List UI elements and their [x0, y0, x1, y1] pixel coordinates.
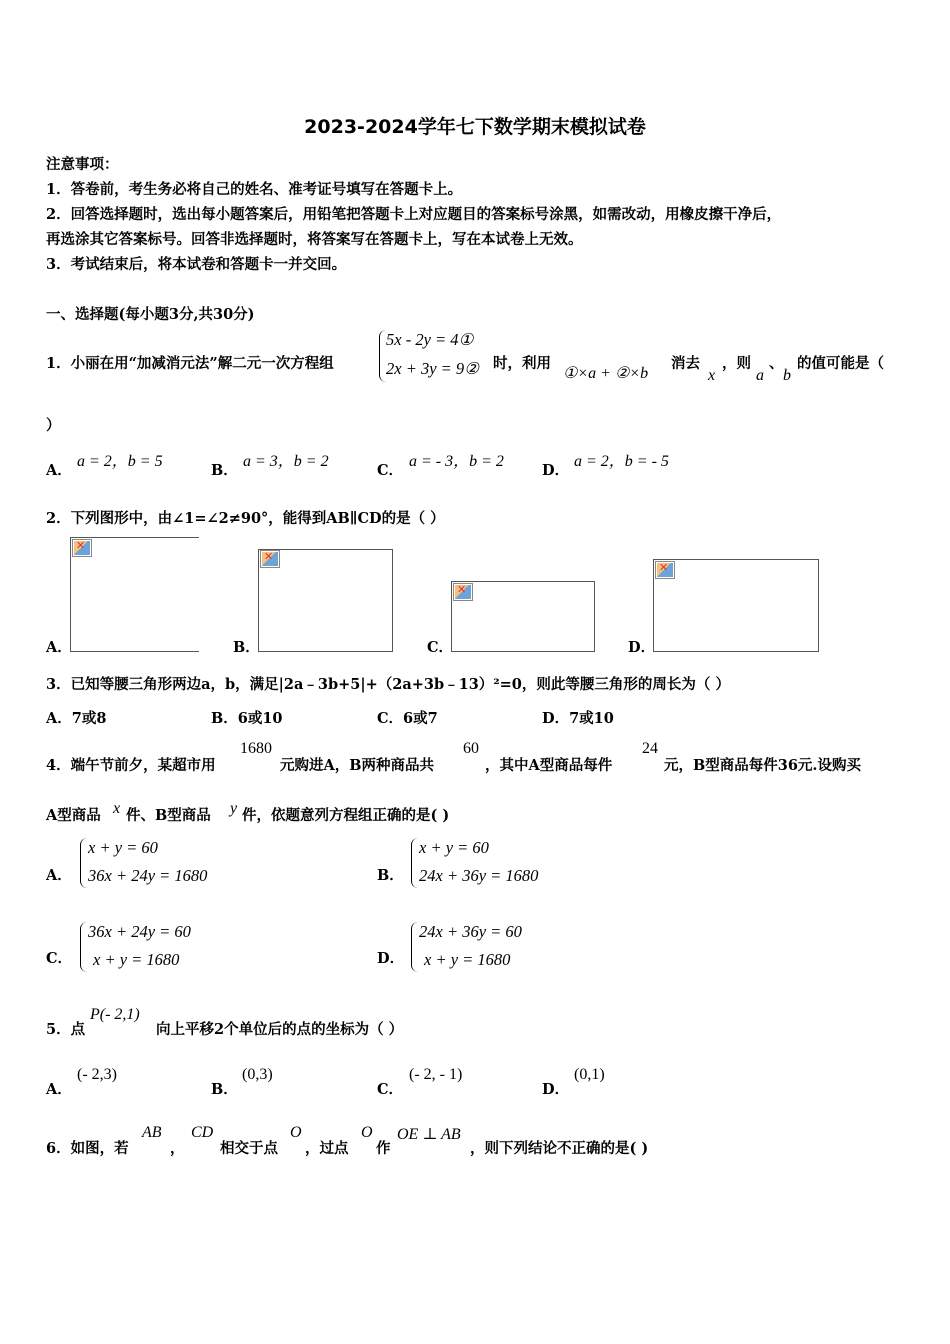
q4-option-c-eq1: 36x + 24y = 60: [88, 922, 191, 941]
broken-image-icon: ✕: [655, 561, 675, 579]
q6-part-2: 相交于点: [220, 1140, 278, 1157]
q1-close: ）: [46, 417, 61, 434]
q2-figure-d: [653, 559, 819, 652]
q1-eq1: 5x - 2y = 4①: [386, 330, 474, 349]
q1-option-d-text: a = 2，b = - 5: [574, 453, 669, 470]
q5-prefix: 5．点: [46, 1021, 86, 1038]
q4-num-24: 24: [642, 740, 658, 757]
q4-option-a-label[interactable]: A．: [46, 867, 72, 884]
notice-item-3: 3．考试结束后，将本试卷和答题卡一并交回。: [46, 256, 347, 273]
q1-option-d-label[interactable]: D．: [542, 462, 570, 479]
q1-option-a-label[interactable]: A．: [46, 462, 72, 479]
q4-line2-c: 件，依题意列方程组正确的是( ): [242, 807, 450, 824]
q1-var-x: x: [708, 367, 716, 384]
q5-option-c-text: (- 2, - 1): [409, 1066, 463, 1083]
q6-ab: AB: [142, 1124, 162, 1141]
q4-line2-b: 件、B型商品: [126, 807, 211, 824]
q6-point-o-1: O: [290, 1124, 302, 1141]
q1-var-a: a: [756, 367, 764, 384]
q1-expr: ①×a + ②×b: [563, 365, 649, 382]
q4-part-4: 元，B型商品每件36元.设购买: [664, 757, 861, 774]
q1-option-c-label[interactable]: C．: [377, 462, 404, 479]
q6-point-o-2: O: [361, 1124, 373, 1141]
q4-option-b-eq2: 24x + 36y = 1680: [419, 866, 539, 885]
q4-option-c-brace: [80, 922, 87, 972]
q1-suffix: 的值可能是（: [797, 355, 884, 372]
q6-part-5: ，则下列结论不正确的是( ): [470, 1140, 649, 1157]
q4-option-b-eq1: x + y = 60: [419, 838, 489, 857]
q4-option-c-eq2: x + y = 1680: [93, 950, 180, 969]
q4-part-1: 4．端午节前夕，某超市用: [46, 757, 216, 774]
q4-option-a-eq1: x + y = 60: [88, 838, 158, 857]
q1-sep: 、: [769, 355, 784, 372]
q1-option-c-text: a = - 3，b = 2: [409, 453, 504, 470]
q1-system-brace: [379, 330, 386, 382]
q5-option-c-label[interactable]: C．: [377, 1081, 404, 1098]
q3-option-d[interactable]: D．7或10: [542, 710, 614, 727]
q6-cd: CD: [191, 1124, 214, 1141]
q6-comma: ，: [170, 1140, 185, 1157]
q4-option-d-brace: [411, 922, 418, 972]
q6-part-3: ，过点: [305, 1140, 349, 1157]
q1-eq2: 2x + 3y = 9②: [386, 359, 479, 378]
q1-then: ，则: [722, 355, 751, 372]
notice-item-2: 2．回答选择题时，选出每小题答案后，用铅笔把答题卡上对应题目的答案标号涂黑，如需改动，用橡皮擦干净后，: [46, 206, 782, 223]
notice-heading: 注意事项：: [46, 156, 119, 173]
q2-option-a[interactable]: A．: [46, 639, 72, 656]
section-heading: 一、选择题(每小题3分,共30分): [46, 306, 255, 323]
q4-option-c-label[interactable]: C．: [46, 950, 73, 967]
q4-option-b-label[interactable]: B．: [377, 867, 404, 884]
q4-var-y: y: [230, 800, 238, 817]
q1-option-a-text: a = 2，b = 5: [77, 453, 163, 470]
q3-option-b[interactable]: B．6或10: [211, 710, 283, 727]
q4-option-a-brace: [80, 838, 87, 888]
q4-option-d-eq1: 24x + 36y = 60: [419, 922, 522, 941]
q4-option-b-brace: [411, 838, 418, 888]
q1-option-b-text: a = 3，b = 2: [243, 453, 329, 470]
q1-var-b: b: [783, 367, 791, 384]
q4-option-d-eq2: x + y = 1680: [424, 950, 511, 969]
q4-part-2: 元购进A，B两种商品共: [280, 757, 435, 774]
q5-option-d-label[interactable]: D．: [542, 1081, 570, 1098]
q2-option-b[interactable]: B．: [233, 639, 260, 656]
q6-part-1: 6．如图，若: [46, 1140, 129, 1157]
notice-item-2-cont: 再选涂其它答案标号。回答非选择题时，将答案写在答题卡上，写在本试卷上无效。: [46, 231, 583, 248]
q4-option-d-label[interactable]: D．: [377, 950, 405, 967]
q5-option-b-label[interactable]: B．: [211, 1081, 238, 1098]
q4-var-x: x: [113, 800, 121, 817]
broken-image-icon: ✕: [72, 539, 92, 557]
q3-option-a[interactable]: A．7或8: [46, 710, 107, 727]
q2-text: 2．下列图形中，由∠1=∠2≠90°，能得到AB∥CD的是（ ）: [46, 510, 445, 527]
q1-option-b-label[interactable]: B．: [211, 462, 238, 479]
q5-option-b-text: (0,3): [242, 1066, 273, 1083]
q4-option-a-eq2: 36x + 24y = 1680: [88, 866, 208, 885]
q4-num-1680: 1680: [240, 740, 272, 757]
q1-mid: 时，利用: [493, 355, 551, 372]
broken-image-icon: ✕: [260, 550, 280, 568]
q6-part-4: 作: [376, 1140, 391, 1157]
q1-prefix: 1．小丽在用“加减消元法”解二元一次方程组: [46, 355, 334, 372]
q4-num-60: 60: [463, 740, 479, 757]
q2-option-d[interactable]: D．: [628, 639, 656, 656]
q1-elim: 消去: [671, 355, 700, 372]
q5-option-d-text: (0,1): [574, 1066, 605, 1083]
notice-item-1: 1．答卷前，考生务必将自己的姓名、准考证号填写在答题卡上。: [46, 181, 463, 198]
q5-suffix: 向上平移2个单位后的点的坐标为（ ）: [156, 1021, 404, 1038]
q3-text: 3．已知等腰三角形两边a，b，满足|2a﹣3b+5|+（2a+3b﹣13）²=0，则此等腰三角形的周长为（ ）: [46, 676, 730, 693]
q5-point: P(- 2,1): [90, 1006, 140, 1023]
q4-line2-a: A型商品: [46, 807, 101, 824]
q5-option-a-text: (- 2,3): [77, 1066, 117, 1083]
broken-image-icon: ✕: [453, 583, 473, 601]
q4-part-3: ，其中A型商品每件: [485, 757, 613, 774]
q2-option-c[interactable]: C．: [427, 639, 454, 656]
q6-oe-perp-ab: OE ⊥ AB: [397, 1126, 461, 1143]
page-title: 2023-2024学年七下数学期末模拟试卷: [304, 116, 646, 138]
q3-option-c[interactable]: C．6或7: [377, 710, 438, 727]
q5-option-a-label[interactable]: A．: [46, 1081, 72, 1098]
